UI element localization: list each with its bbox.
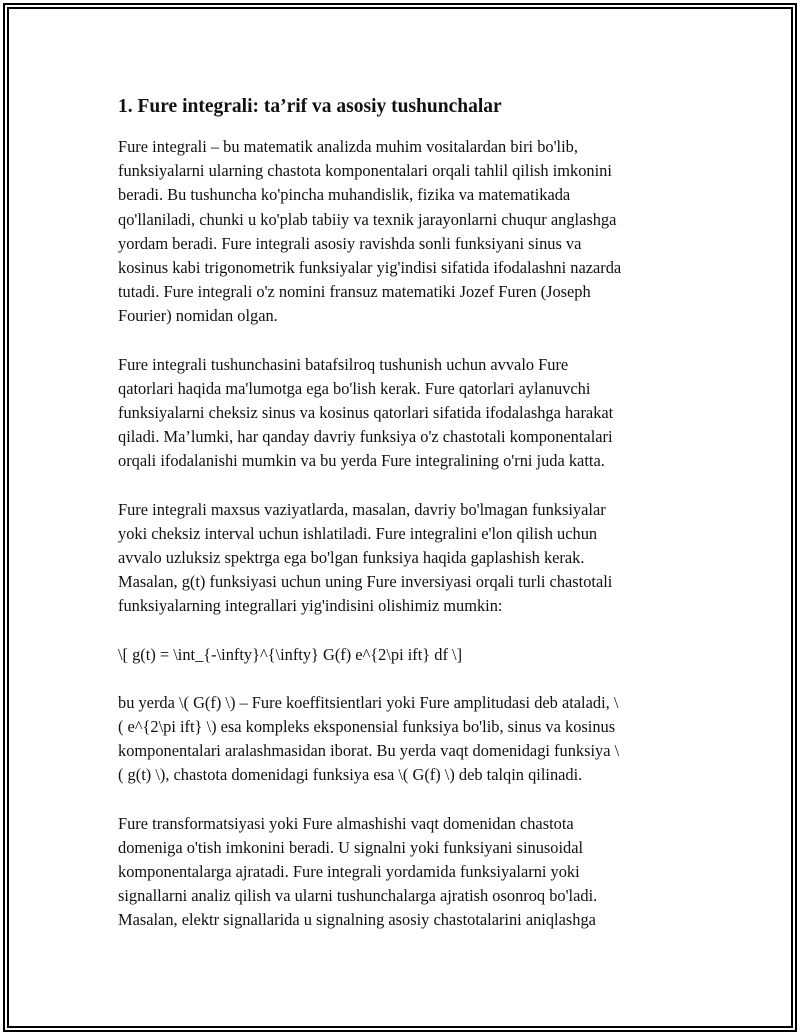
paragraph xyxy=(118,498,688,619)
paragraph xyxy=(118,691,688,788)
text-line: Fure integrali – bu matematik analizda muhim vositalardan biri bo'lib, xyxy=(118,137,578,156)
text-line: komponentalarga ajratadi. Fure integrali yordamida funksiyalarni yoki xyxy=(118,862,580,882)
text-line: domeniga o'tish imkonini beradi. U signalni yoki funksiyani sinusoidal xyxy=(118,837,584,857)
text-line: ( g(t) \), chastota domenidagi funksiya esa \( G(f) \) deb talqin qilinadi. xyxy=(118,765,583,785)
paragraph xyxy=(118,812,688,933)
text-line: qo'llaniladi, chunki u ko'plab tabiiy va texnik jarayonlarni chuqur anglashga xyxy=(118,209,617,229)
text-line: komponentalari aralashmasidan iborat. Bu yerda vaqt domenidagi funksiya \ xyxy=(118,741,620,761)
text-line: funksiyalarni cheksiz sinus va kosinus qatorlari sifatida ifodalashga harakat xyxy=(118,403,614,423)
text-line: Fure transformatsiyasi yoki Fure almashishi vaqt domenidan chastota xyxy=(118,813,574,833)
text-line: Masalan, g(t) funksiyasi uchun uning Fure inversiyasi orqali turli chastotali xyxy=(118,572,613,592)
paragraph xyxy=(118,353,688,474)
text-line: yordam beradi. Fure integrali asosiy ravishda sonli funksiyani sinus va xyxy=(118,233,582,253)
text-line: ( e^{2\pi ift} \) esa kompleks eksponensial funksiya bo'lib, sinus va kosinus xyxy=(118,717,616,737)
text-line: funksiyalarning integrallari yig'indisini olishimiz mumkin: xyxy=(118,596,503,616)
text-line: beradi. Bu tushuncha ko'pincha muhandislik, fizika va matematikada xyxy=(118,185,571,205)
text-line: avvalo uzluksiz spektrga ega bo'lgan funksiya haqida gaplashish kerak. xyxy=(118,548,585,568)
formula-paragraph xyxy=(118,643,688,667)
text-line: Fourier) nomidan olgan. xyxy=(118,306,278,326)
text-line: orqali ifodalanishi mumkin va bu yerda Fure integralining o'rni juda katta. xyxy=(118,451,605,471)
section-title: 1. Fure integrali: ta’rif va asosiy tushunchalar xyxy=(118,96,502,117)
text-line: Fure integrali maxsus vaziyatlarda, masalan, davriy bo'lmagan funksiyalar xyxy=(118,499,606,519)
text-line: tutadi. Fure integrali o'z nomini fransuz matematiki Jozef Furen (Joseph xyxy=(118,282,591,302)
text-line: Masalan, elektr signallarida u signalning asosiy chastotalarini aniqlashga xyxy=(118,910,596,930)
text-line: \[ g(t) = \int_{-\infty}^{\infty} G(f) e^{2\pi ift} df \] xyxy=(118,644,463,664)
text-line: Fure integrali tushunchasini batafsilroq tushunish uchun avvalo Fure xyxy=(118,354,569,374)
text-line: signallarni analiz qilish va ularni tushunchalarga ajratish osonroq bo'ladi. xyxy=(118,886,598,906)
text-line: yoki cheksiz interval uchun ishlatiladi. Fure integralini e'lon qilish uchun xyxy=(118,523,598,543)
text-line: qatorlari haqida ma'lumotga ega bo'lish kerak. Fure qatorlari aylanuvchi xyxy=(118,378,591,398)
paragraph xyxy=(118,135,688,329)
text-line: funksiyalarni ularning chastota komponentalari orqali tahlil qilish imkonini xyxy=(118,161,612,181)
text-line: kosinus kabi trigonometrik funksiyalar yig'indisi sifatida ifodalashni nazarda xyxy=(118,258,622,278)
document-body xyxy=(118,135,688,933)
text-line: qiladi. Ma’lumki, har qanday davriy funksiya o'z chastotali komponentalari xyxy=(118,427,613,447)
text-line: bu yerda \( G(f) \) – Fure koeffitsientlari yoki Fure amplitudasi deb ataladi, \ xyxy=(118,692,619,712)
document-page xyxy=(118,94,688,957)
